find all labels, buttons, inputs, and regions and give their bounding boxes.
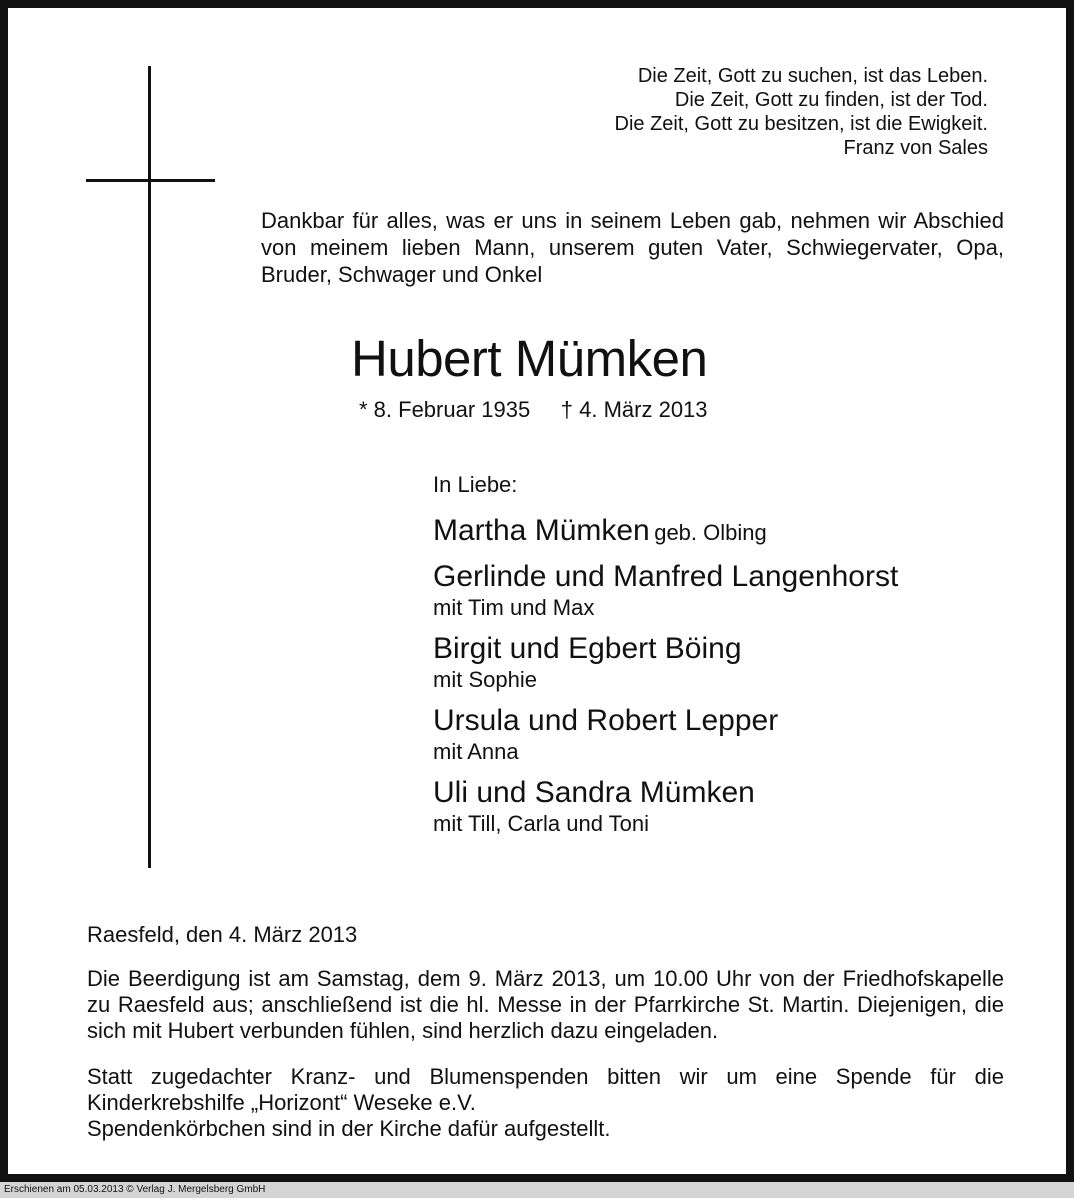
quote-block: [615, 64, 989, 160]
cross-icon-horizontal-bar: [86, 179, 215, 182]
place-date: Raesfeld, den 4. März 2013: [87, 922, 358, 947]
family-member-sub: mit Anna: [433, 739, 519, 764]
funeral-notice: Die Beerdigung ist am Samstag, dem 9. März 2013, um 10.00 Uhr von der Friedhofskapelle zu Raesfeld aus; anschließend ist die hl. Messe in der Pfarrkirche St. Martin. Diejenigen, die sich mit Hubert verbunden fühlen, sind herzlich dazu eingeladen.: [87, 966, 1004, 1043]
quote-author: Franz von Sales: [843, 137, 988, 159]
family-intro: In Liebe:: [433, 472, 518, 497]
family-member-name: Ursula und Robert Lepper: [433, 704, 779, 737]
donation-notice: [87, 1064, 1004, 1142]
quote-line: Die Zeit, Gott zu besitzen, ist die Ewigkeit.: [614, 113, 988, 135]
deceased-dates: * 8. Februar 1935 † 4. März 2013: [359, 397, 708, 422]
family-member: [433, 513, 1033, 549]
family-member-name: Martha Mümken: [433, 514, 650, 547]
family-member-name: Uli und Sandra Mümken: [433, 776, 755, 809]
quote-line: Die Zeit, Gott zu suchen, ist das Leben.: [637, 65, 988, 87]
family-list: [433, 471, 1033, 847]
deceased-name: Hubert Mümken: [351, 330, 708, 387]
family-member-sub: mit Tim und Max: [433, 595, 595, 620]
family-member: [433, 559, 1033, 621]
donation-baskets: Spendenkörbchen sind in der Kirche dafür aufgestellt.: [87, 1116, 611, 1141]
family-member-sub: mit Sophie: [433, 667, 537, 692]
cross-icon-vertical-bar: [148, 66, 151, 868]
intro-text: Dankbar für alles, was er uns in seinem Leben gab, nehmen wir Abschied von meinem lieben Mann, unserem guten Vater, Schwiegervater, Opa, Bruder, Schwager und Onkel: [261, 208, 1004, 287]
family-member: [433, 775, 1033, 837]
family-member-sub: mit Till, Carla und Toni: [433, 811, 650, 836]
quote-line: Die Zeit, Gott zu finden, ist der Tod.: [674, 89, 988, 111]
family-member-note: geb. Olbing: [654, 520, 767, 545]
family-member-name: Gerlinde und Manfred Langenhorst: [433, 560, 899, 593]
publication-footer: Erschienen am 05.03.2013 © Verlag J. Mergelsberg GmbH: [0, 1182, 1074, 1198]
family-member: [433, 631, 1033, 693]
donation-request: Statt zugedachter Kranz- und Blumenspenden bitten wir um eine Spende für die Kinderkrebshilfe „Horizont“ Weseke e.V.: [87, 1064, 1004, 1115]
family-member: [433, 703, 1033, 765]
family-member-name: Birgit und Egbert Böing: [433, 632, 742, 665]
